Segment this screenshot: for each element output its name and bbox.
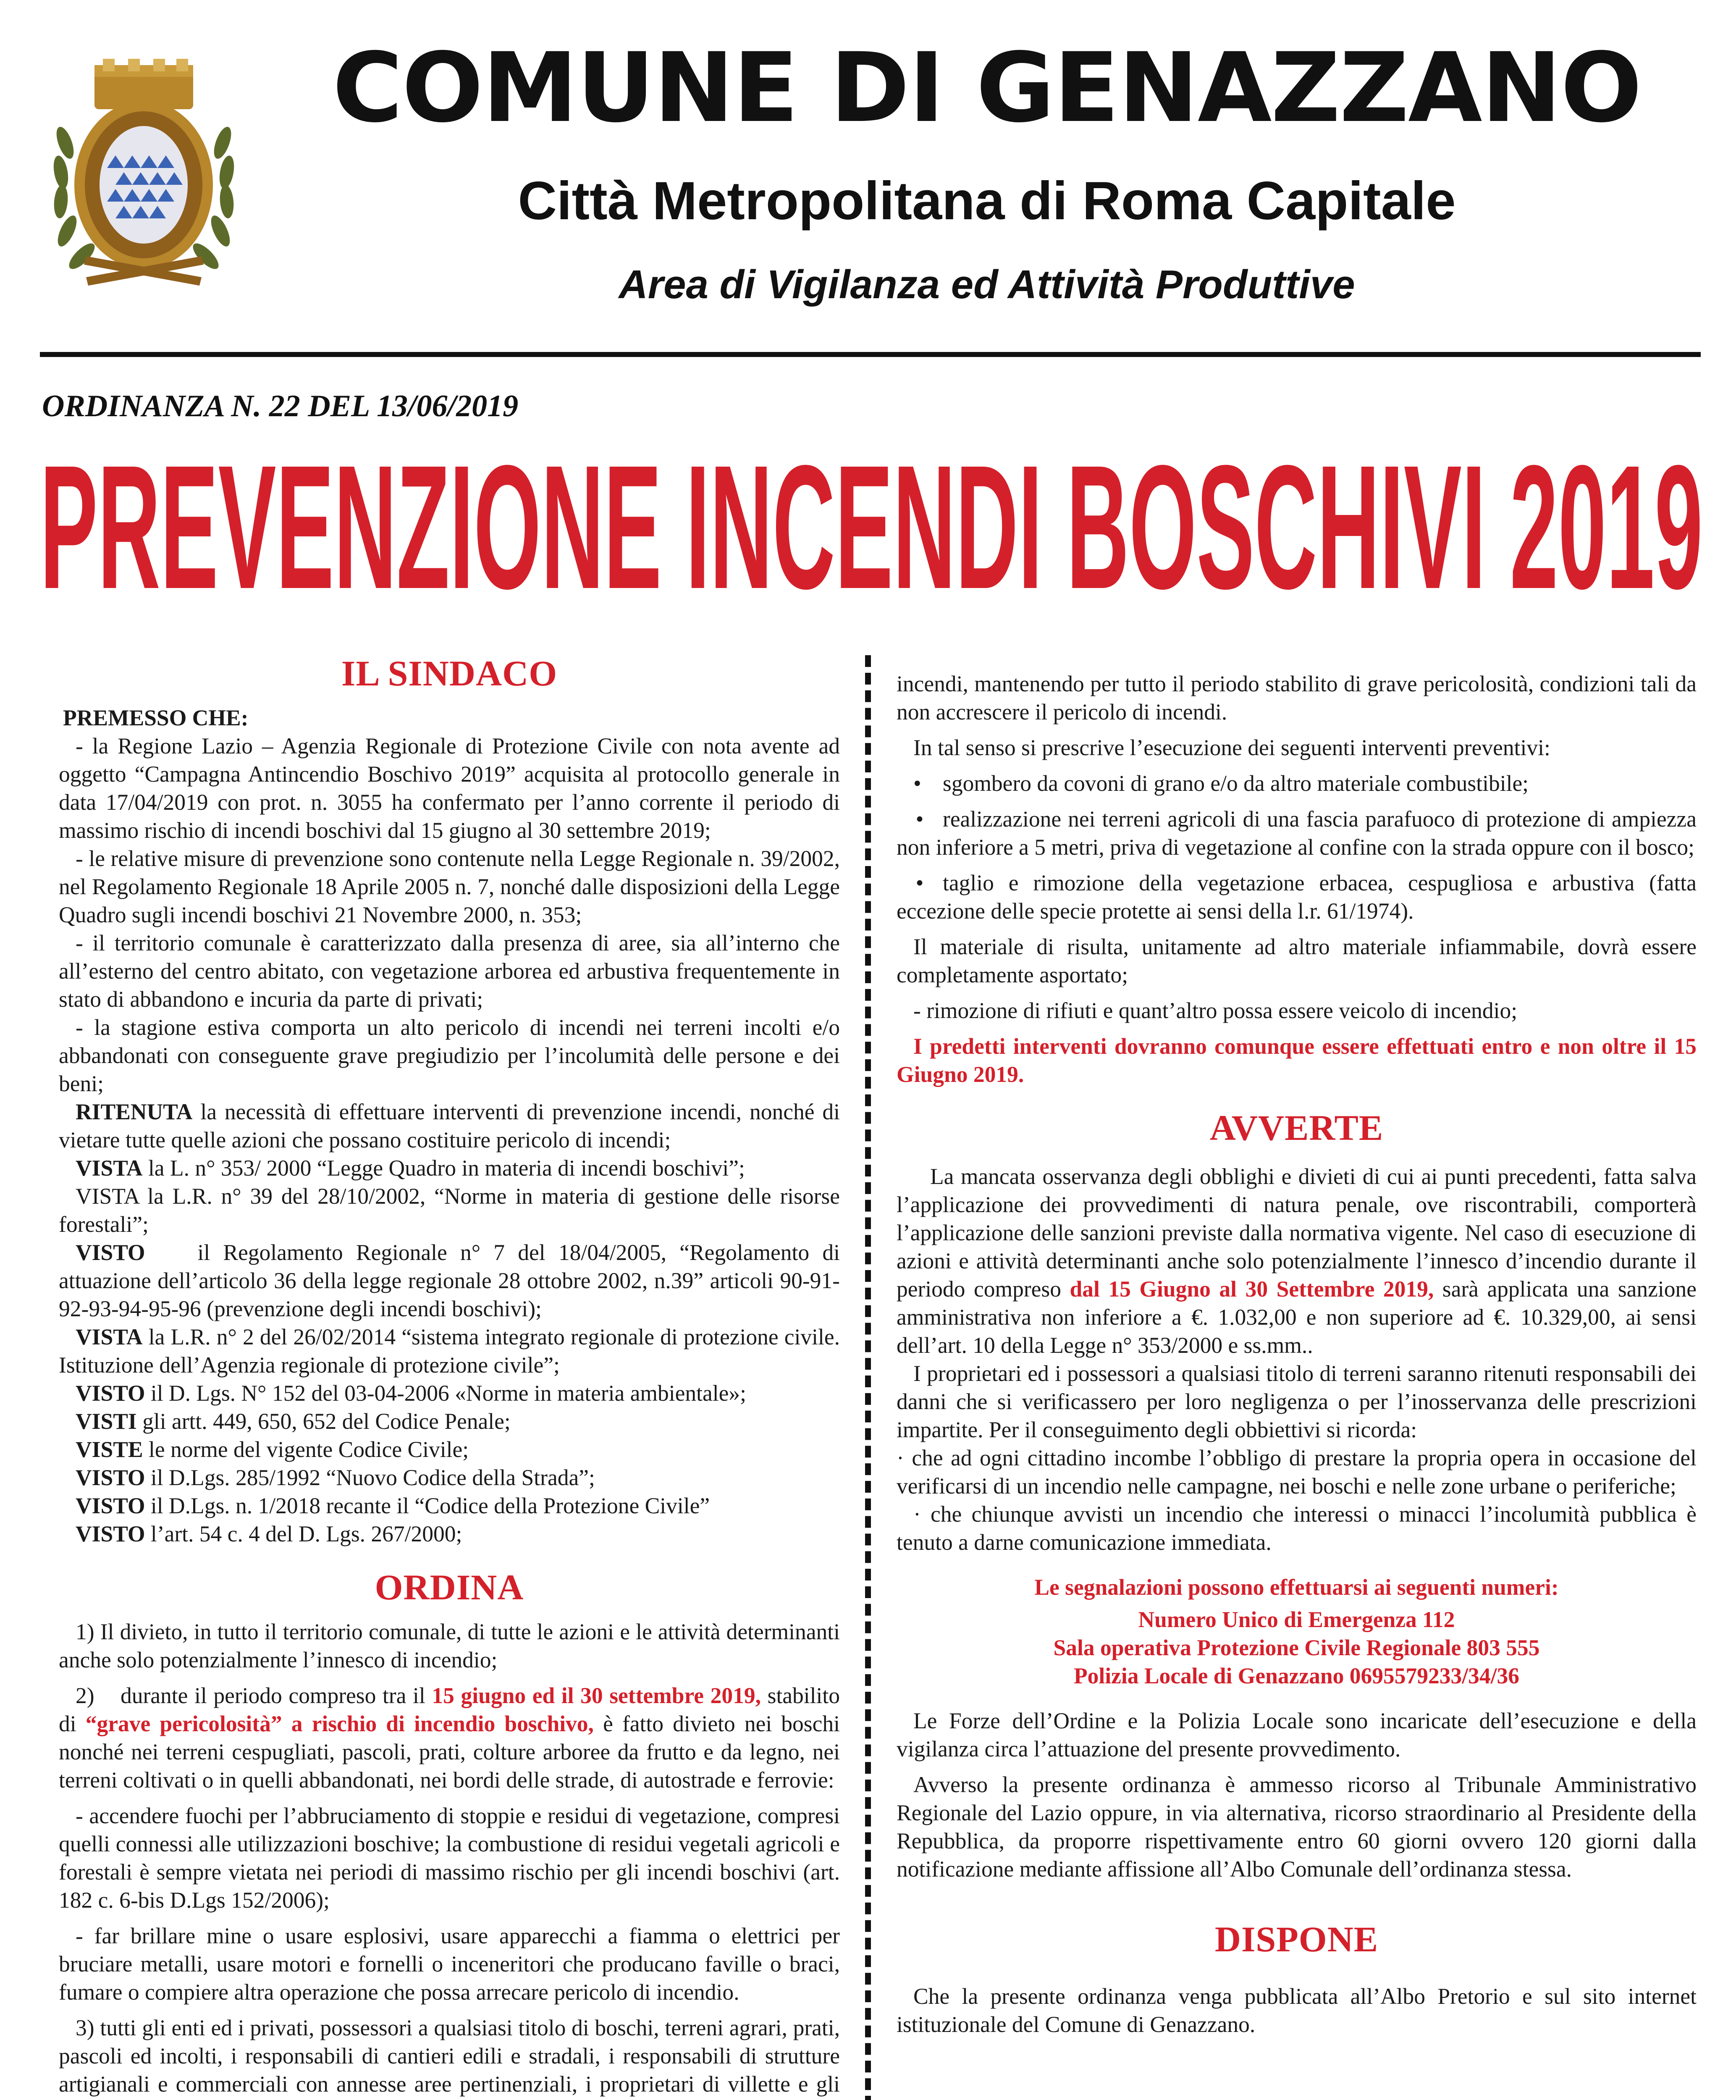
ordinance-number: ORDINANZA N. 22 DEL 13/06/2019 xyxy=(42,389,519,423)
right-column xyxy=(897,670,1697,2039)
preventive-intro: In tal senso si prescrive l’esecuzione dei seguenti interventi preventivi: xyxy=(913,735,1550,760)
viste-label: VISTE xyxy=(76,1437,143,1462)
ritenuta-text: la necessità di effettuare interventi di prevenzione incendi, nonché di vietare tutte quelle azioni che possano costituire pericolo di incendi; xyxy=(59,1099,840,1152)
premesso-label: PREMESSO CHE: xyxy=(63,705,249,730)
premise-2: - le relative misure di prevenzione sono contenute nella Legge Regionale n. 39/2002, nel Regolamento Regionale 18 Aprile 2005 n. 7, nonché dalle disposizioni della Legge Quadro sugli incendi boschivi 21 Novembre 2000, n. 353; xyxy=(59,846,840,927)
department-subtitle: Area di Vigilanza ed Attività Produttive xyxy=(619,262,1355,307)
penalty-text-b: sarà applicata una sanzione amministrativa non inferiore a €. 1.032,00 e non superiore ad €. 10.329,00, ai sensi dell’art. 10 della Legge n° 353/2000 e ss.mm.. xyxy=(897,1276,1697,1358)
visto-2-label: VISTO xyxy=(76,1381,145,1406)
order-1: 1) Il divieto, in tutto il territorio comunale, di tutte le azioni e le attività determinanti anche solo potenzialmente l’innesco di incendio; xyxy=(59,1619,840,1672)
bullet-icon: • xyxy=(915,870,924,895)
heading-dispone: DISPONE xyxy=(1214,1919,1379,1959)
penalty-text-a: La mancata osservanza degli obblighi e divieti di cui ai punti precedenti, fatta salva l’applicazione dei provvedimenti di natura penale, ove riscontrabili, comporterà l’applicazione delle sanzioni previste dalla normativa vigente. Nel caso di esecuzione di azioni e attività determinanti anche solo potenzialmente l’innesco d’incendio durante il periodo compreso xyxy=(897,1164,1697,1302)
visti-label: VISTI xyxy=(76,1409,137,1434)
preventive-bullet-1 xyxy=(897,769,1697,798)
visti xyxy=(59,1407,840,1436)
visto-5 xyxy=(59,1520,840,1548)
penalty-period: dal 15 Giugno al 30 Settembre 2019, xyxy=(1070,1276,1434,1302)
ritenuta-label: RITENUTA xyxy=(76,1099,193,1124)
bullet-icon: • xyxy=(913,771,921,796)
publication-paragraph: Che la presente ordinanza venga pubblicata all’Albo Pretorio e sul sito internet istituzionale del Comune di Genazzano. xyxy=(897,1984,1697,2037)
main-title-text: PREVENZIONE INCENDI BOSCHIVI 2019 xyxy=(40,462,1703,613)
reporting-duty: · che chiunque avvisti un incendio che interessi o minacci l’incolumità pubblica è tenuto a darne comunicazione immediata. xyxy=(897,1502,1697,1555)
appeal-paragraph: Avverso la presente ordinanza è ammesso ricorso al Tribunale Amministrativo Regionale del Lazio oppure, in via alternativa, ricorso straordinario al Presidente della Repubblica, da proporre rispettivamente entro 60 giorni ovvero 120 giorni dalla notificazione mediante affissione all’Albo Comunale dell’ordinanza stessa. xyxy=(897,1772,1697,1882)
visto-3 xyxy=(59,1464,840,1492)
vista-3-label: VISTA xyxy=(76,1324,143,1349)
visto-1 xyxy=(59,1239,846,1323)
vista-3-text: la L.R. n° 2 del 26/02/2014 “sistema integrato regionale di protezione civile. Istituzione dell’Agenzia regionale di protezione civile”; xyxy=(59,1324,840,1378)
visto-3-text: il D.Lgs. 285/1992 “Nuovo Codice della Strada”; xyxy=(145,1465,595,1490)
premise-3: - il territorio comunale è caratterizzato dalla presenza di aree, sia all’interno che all’esterno del centro abitato, con vegetazione arborea ed arbustiva frequentemente in stato di abbandono e incuria da parte di privati; xyxy=(59,930,840,1012)
order-2-text-a: 2) durante il periodo compreso tra il xyxy=(76,1683,432,1708)
preventive-bullet-2 xyxy=(897,805,1697,861)
bullet-3-text: taglio e rimozione della vegetazione erbacea, cespugliosa e arbustiva (fatta eccezione delle specie protette ai sensi della l.r. 61/1974). xyxy=(897,870,1697,924)
ritenuta-paragraph xyxy=(59,1098,840,1154)
visto-1-label: VISTO xyxy=(76,1240,145,1265)
order-2-prohibition-2: - far brillare mine o usare esplosivi, usare apparecchi a fiamma o elettrici per bruciare metalli, usare motori e fornelli o inceneritori che producano faville o braci, fumare o compiere altra operazione che possa arrecare pericolo di incendio. xyxy=(59,1923,840,2005)
vista-2: VISTA la L.R. n° 39 del 28/10/2002, “Norme in materia di gestione delle risorse forestali”; xyxy=(59,1184,840,1237)
enforcement-paragraph: Le Forze dell’Ordine e la Polizia Locale sono incaricate dell’esecuzione e della vigilanza circa l’attuazione del presente provvedimento. xyxy=(897,1708,1697,1761)
visto-4-text: il D.Lgs. n. 1/2018 recante il “Codice della Protezione Civile” xyxy=(145,1493,710,1518)
emergency-numbers xyxy=(897,1573,1697,1690)
visto-4-label: VISTO xyxy=(76,1493,145,1518)
citizen-duty: · che ad ogni cittadino incombe l’obbligo di prestare la propria opera in occasione del verificarsi di un incendio nelle campagne, nei boschi e nelle zone urbane o periferiche; xyxy=(897,1445,1697,1499)
heading-avverte: AVVERTE xyxy=(1209,1108,1384,1148)
waste-removal: - rimozione di rifiuti e quant’altro possa essere veicolo di incendio; xyxy=(913,998,1518,1023)
main-title xyxy=(40,462,1703,613)
order-3: 3) tutti gli enti ed i privati, possessori a qualsiasi titolo di boschi, terreni agrari, prati, pascoli ed incolti, i responsabili di cantieri edili e stradali, i responsabili di strutture artigianali e commerciali con annesse aree pertinenziali, i proprietari di villette e gli xyxy=(59,2015,840,2097)
visto-2 xyxy=(59,1379,840,1407)
bullet-icon: • xyxy=(915,806,924,832)
municipal-crest-logo xyxy=(48,59,239,307)
premise-4: - la stagione estiva comporta un alto pericolo di incendi nei terreni incolti e/o abbandonati con conseguente grave pregiudizio per l’incolumità delle persone e dei beni; xyxy=(59,1015,840,1096)
visto-2-text: il D. Lgs. N° 152 del 03-04-2006 «Norme in materia ambientale»; xyxy=(145,1381,746,1406)
municipality-title: COMUNE DI GENAZZANO xyxy=(332,32,1642,144)
penalty-paragraph xyxy=(897,1163,1697,1360)
viste-text: le norme del vigente Codice Civile; xyxy=(143,1437,469,1462)
left-column xyxy=(59,653,846,2100)
heading-ordina: ORDINA xyxy=(375,1567,524,1607)
deadline-notice: I predetti interventi dovranno comunque essere effettuati entro e non oltre il 15 Giugno 2019. xyxy=(897,1034,1697,1087)
visto-5-label: VISTO xyxy=(76,1521,145,1546)
visto-4 xyxy=(59,1492,840,1520)
local-police-number: Polizia Locale di Genazzano 0695579233/34/36 xyxy=(1073,1663,1519,1688)
order-2-text-c: è fatto divieto nei boschi nonché nei terreni cespugliati, pascoli, prati, colture arboree da frutto e da legno, nei terreni coltivati o in quelli abbandonati, nei bordi delle strade, di autostrade e ferrovie: xyxy=(59,1711,840,1793)
column-divider xyxy=(865,655,871,2100)
order-2-risk: “grave pericolosità” a rischio di incendio boschivo, xyxy=(85,1711,594,1736)
heading-il-sindaco: IL SINDACO xyxy=(341,653,558,693)
order-2-text-b: stabilito di xyxy=(59,1683,840,1736)
liability-paragraph: I proprietari ed i possessori a qualsiasi titolo di terreni saranno ritenuti responsabili dei danni che si verificassero per loro negligenza o per l’inosservanza delle prescrizioni impartite. Per il conseguimento degli obbiettivi si ricorda: xyxy=(897,1361,1697,1442)
visti-text: gli artt. 449, 650, 652 del Codice Penale; xyxy=(136,1409,511,1434)
vista-3 xyxy=(59,1323,840,1379)
vista-1 xyxy=(59,1154,840,1182)
premise-1: - la Regione Lazio – Agenzia Regionale di Protezione Civile con nota avente ad oggetto “Campagna Antincendio Boschivo 2019” acquisita al protocollo generale in data 17/04/2019 con prot. n. 3055 ha confermato per l’anno corrente il periodo di massimo rischio di incendi boschivi dal 15 giugno al 30 settembre 2019; xyxy=(59,733,840,843)
bullet-1-text: sgombero da covoni di grano e/o da altro materiale combustibile; xyxy=(943,771,1529,796)
emergency-number-112: Numero Unico di Emergenza 112 xyxy=(1138,1607,1455,1632)
preventive-bullet-3 xyxy=(897,869,1697,925)
metropolitan-city-subtitle: Città Metropolitana di Roma Capitale xyxy=(518,171,1456,231)
visto-3-label: VISTO xyxy=(76,1465,145,1490)
viste xyxy=(59,1436,840,1464)
vista-1-label: VISTA xyxy=(76,1155,143,1181)
civil-protection-number: Sala operativa Protezione Civile Regionale 803 555 xyxy=(1053,1635,1540,1660)
order-2-period: 15 giugno ed il 30 settembre 2019, xyxy=(432,1683,761,1708)
visto-1-text: il Regolamento Regionale n° 7 del 18/04/2005, “Regolamento di attuazione dell’articolo 36 della legge regionale 28 ottobre 2002, n.39” articoli 90-91-92-93-94-95-96 (prevenzione degli incendi boschivi); xyxy=(59,1240,846,1321)
material-removal: Il materiale di risulta, unitamente ad altro materiale infiammabile, dovrà essere completamente asportato; xyxy=(897,934,1697,987)
bullet-2-text: realizzazione nei terreni agricoli di una fascia parafuoco di protezione di ampiezza non inferiore a 5 metri, priva di vegetazione al confine con la strada oppure con il bosco; xyxy=(897,806,1697,860)
visto-5-text: l’art. 54 c. 4 del D. Lgs. 267/2000; xyxy=(145,1521,462,1546)
header-divider xyxy=(40,352,1701,357)
emergency-heading: Le segnalazioni possono effettuarsi ai seguenti numeri: xyxy=(1034,1575,1559,1600)
order-2-prohibition-1: - accendere fuochi per l’abbruciamento di stoppie e residui di vegetazione, compresi quelli connessi alle utilizzazioni boschive; la combustione di residui vegetali agricoli e forestali è sempre vietata nei periodi di massimo rischio per gli incendi boschivi (art. 182 c. 6-bis D.Lgs 152/2006); xyxy=(59,1803,840,1913)
continuation-paragraph: incendi, mantenendo per tutto il periodo stabilito di grave pericolosità, condizioni tali da non accrescere il pericolo di incendi. xyxy=(897,671,1697,724)
vista-1-text: la L. n° 353/ 2000 “Legge Quadro in materia di incendi boschivi”; xyxy=(142,1155,745,1181)
order-2 xyxy=(59,1682,840,1794)
